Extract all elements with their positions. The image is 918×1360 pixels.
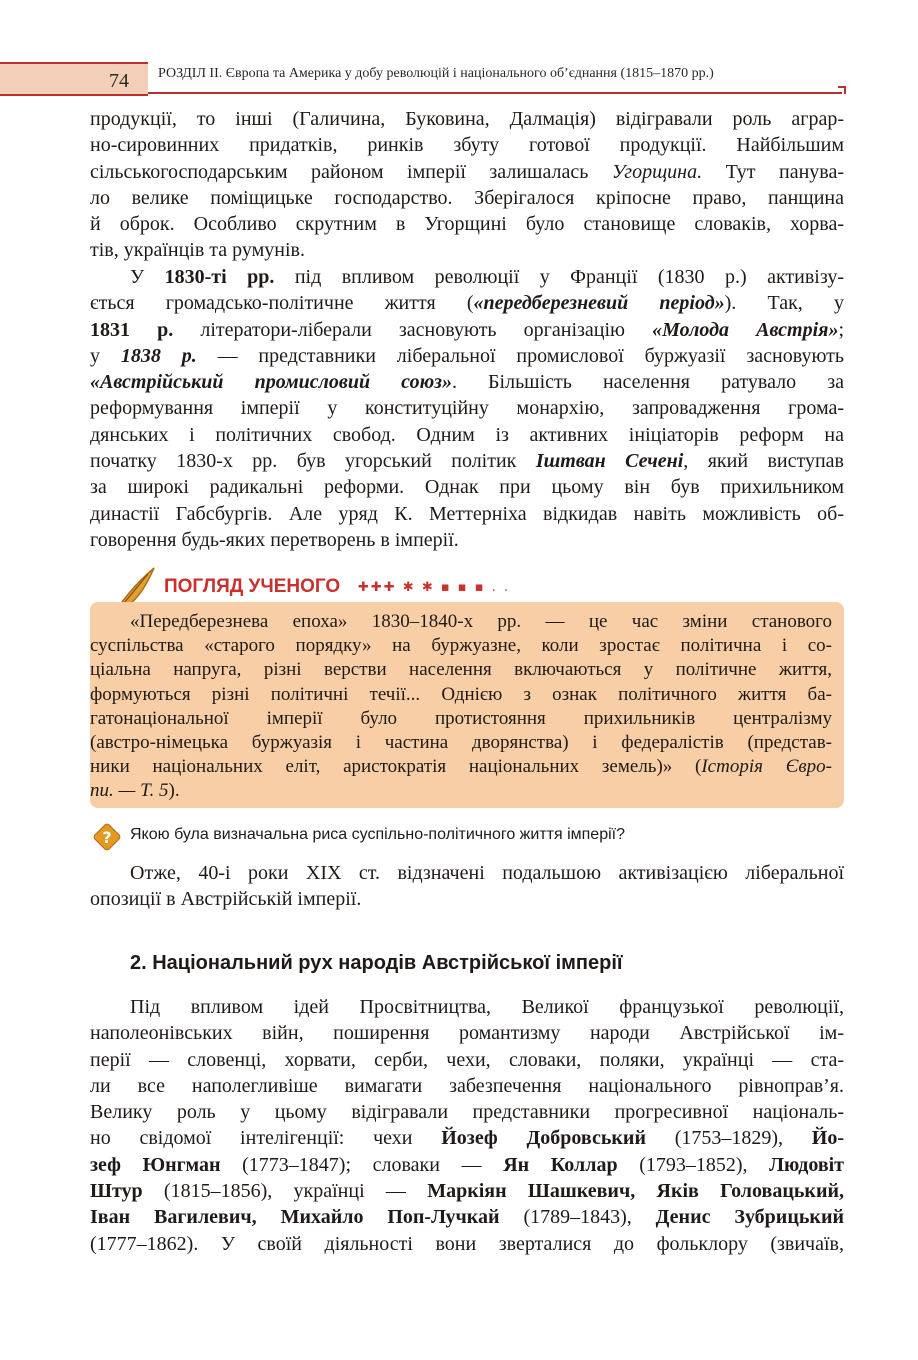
text-line: сільськогосподарським районом імперії залишалась Угорщина. Тут панува- — [90, 160, 844, 183]
text-line: гатонаціональної імперії було протистояння прихильників централізму — [90, 707, 832, 729]
paragraph-3 — [90, 860, 844, 913]
decorative-dots: ✚✚✚ ✱ ✱ ▪ ▪ ▪ . . — [358, 580, 511, 595]
text-line: но свідомої інтелігенції: чехи Йозеф Добровський (1753–1829), Йо- — [90, 1127, 844, 1150]
text-line: Штур (1815–1856), українці — Маркіян Шашкевич, Яків Головацький, — [90, 1180, 845, 1203]
text-line: Велику роль у цьому відігравали представники прогресивної національ- — [90, 1101, 844, 1124]
section-heading: 2. Національний рух народів Австрійської імперії — [130, 952, 623, 974]
chapter-title: РОЗДІЛ ІІ. Європа та Америка у добу революцій і національного об’єднання (1815–1870 рр.) — [158, 66, 714, 81]
paragraph-4 — [90, 994, 844, 1257]
emphasis: «Молода Австрія» — [652, 318, 839, 341]
text-line: «Передберезнева епоха» 1830–1840-х рр. — це час зміни станового — [130, 611, 832, 632]
text-line: тів, українців та румунів. — [90, 239, 305, 262]
question-icon — [92, 822, 122, 852]
text-line: продукції, то інші (Галичина, Буковина, Далмація) відігравали роль аграр- — [90, 108, 844, 130]
text-line: династії Габсбургів. Але уряд К. Меттерніха відкидав навіть можливість об- — [90, 502, 844, 525]
question-text: Якою була визначальна риса суспільно-політичного життя імперії? — [130, 826, 625, 843]
scientist-view-heading: ПОГЛЯД УЧЕНОГО — [164, 576, 341, 597]
person-name: Людовіт — [769, 1153, 844, 1176]
citation: Історія Євро- — [701, 756, 832, 778]
text-line: опозиції в Австрійській імперії. — [90, 888, 362, 911]
text-line: формуються різні політичні течії... Однією з ознак політичного життя ба- — [90, 683, 832, 705]
text-line: (австро-німецька буржуазія і частина дворянства) і федералістів (представ- — [90, 732, 832, 754]
text-line: реформування імперії у конституційну монархію, запровадження грома- — [90, 397, 844, 420]
text-line: Отже, 40-і роки XIX ст. відзначені подальшою активізацією ліберальної — [130, 862, 844, 884]
person-name: Іван Вагилевич, Михайло Поп-Лучкай — [90, 1206, 500, 1229]
text-line: (1777–1862). У своїй діяльності вони зверталися до фольклору (звичаїв, — [90, 1232, 844, 1255]
page-number: 74 — [109, 70, 129, 92]
text-line: за широкі радикальні реформи. Однак при цьому він був прихильником — [90, 476, 844, 499]
person-name: зеф Юнгман — [90, 1153, 221, 1176]
person-name: Штур — [90, 1180, 143, 1203]
text-line: суспільства «старого порядку» на буржуазне, коли зростає політична і со- — [90, 635, 832, 657]
text-line: дянських і політичних свобод. Одним із активних ініціаторів реформ на — [90, 423, 844, 446]
emphasis: Іштван Сечені — [535, 450, 684, 473]
text-line: пи. — Т. 5). — [90, 780, 180, 802]
person-name: Ян Коллар — [503, 1153, 618, 1176]
text-line: й оброк. Особливо скрутним в Угорщині було становище словаків, хорва- — [90, 213, 844, 236]
text-line: Іван Вагилевич, Михайло Поп-Лучкай (1789–1843), Денис Зубрицький — [90, 1206, 844, 1229]
text-line: но-сировинних придатків, ринків збуту готової продукції. Найбільшим — [90, 134, 844, 157]
text-line: ціальна напруга, різні верстви населення включаються у політичне життя, — [90, 659, 832, 681]
person-name: Денис Зубрицький — [655, 1206, 844, 1229]
emphasis: 1831 р. — [90, 318, 174, 341]
citation: пи. — Т. 5 — [90, 780, 169, 802]
text-line: 1831 р. літератори-ліберали засновують організацію «Молода Австрія»; — [90, 318, 845, 341]
person-name: Маркіян Шашкевич, Яків Головацький, — [427, 1180, 845, 1203]
text-line: ники національних еліт, аристократія національних земель)» (Історія Євро- — [90, 756, 832, 778]
paragraph-2 — [90, 264, 844, 553]
svg-text:?: ? — [102, 828, 112, 847]
text-line: ли все наполегливіше вимагати забезпечення національного рівноправ’я. — [90, 1074, 844, 1097]
text-line: Під впливом ідей Просвітництва, Великої французької революції, — [130, 996, 844, 1018]
text-line: У 1830-ті рр. під впливом революції у Франції (1830 р.) активізу- — [130, 266, 844, 288]
header-rule — [148, 92, 842, 94]
person-name: Йозеф Добровський — [441, 1127, 646, 1150]
emphasis: 1830-ті рр. — [164, 266, 275, 288]
text-line: у 1838 р. — представники ліберальної промислової буржуазії засновують — [90, 344, 844, 367]
emphasis: «Австрійський промисловий союз» — [90, 371, 452, 394]
emphasis: 1838 р. — [120, 344, 197, 367]
person-name: Йо- — [811, 1127, 844, 1150]
text-line: ється громадсько-політичне життя («передберезневий період»). Так, у — [90, 292, 844, 315]
text-line: перії — словенці, хорвати, серби, чехи, словаки, поляки, українці — ста- — [90, 1048, 844, 1071]
emphasis: Угорщина. — [611, 160, 703, 183]
header-rule-end — [838, 86, 846, 94]
paragraph-1 — [90, 106, 844, 264]
text-line: початку 1830-х рр. був угорський політик Іштван Сечені, який виступав — [90, 450, 844, 473]
emphasis: «передберезневий період» — [473, 292, 725, 315]
scholar-quote — [90, 610, 832, 804]
text-line: ло велике поміщицьке господарство. Зберігалося кріпосне право, панщина — [90, 186, 844, 209]
text-line: «Австрійський промисловий союз». Більшість населення ратувало за — [90, 371, 844, 394]
text-line: говорення будь-яких перетворень в імперії. — [90, 528, 459, 551]
text-line: зеф Юнгман (1773–1847); словаки — Ян Коллар (1793–1852), Людовіт — [90, 1153, 844, 1176]
text-line: наполеонівських війн, поширення романтизму народи Австрійської ім- — [90, 1022, 844, 1045]
